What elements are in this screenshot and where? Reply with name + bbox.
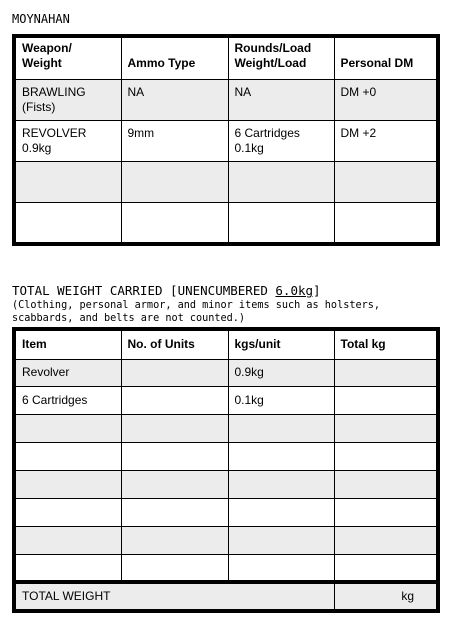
carried-cell bbox=[334, 526, 438, 554]
carried-cell bbox=[334, 415, 438, 443]
unencumbered-weight-value: 6.0kg bbox=[275, 283, 314, 298]
weapons-row bbox=[14, 162, 438, 203]
carried-row bbox=[14, 554, 438, 582]
carried-row bbox=[14, 526, 438, 554]
carried-cell bbox=[121, 415, 228, 443]
carried-header-row bbox=[14, 329, 438, 359]
weapons-cell bbox=[121, 162, 228, 203]
weapons-cell: REVOLVER 0.9kg bbox=[14, 120, 121, 161]
weapons-cell bbox=[14, 162, 121, 203]
weapons-row bbox=[14, 120, 438, 161]
weapons-cell: BRAWLING (Fists) bbox=[14, 79, 121, 120]
weapons-table bbox=[12, 34, 440, 246]
carried-header-cell: Item bbox=[14, 329, 121, 359]
carried-cell bbox=[121, 359, 228, 387]
carried-cell bbox=[14, 526, 121, 554]
carried-cell bbox=[121, 498, 228, 526]
carried-cell bbox=[121, 526, 228, 554]
weapons-cell bbox=[334, 162, 438, 203]
weapons-header-cell: Rounds/Load Weight/Load bbox=[228, 36, 334, 79]
carried-cell bbox=[121, 471, 228, 499]
carried-cell bbox=[14, 498, 121, 526]
carried-cell bbox=[14, 443, 121, 471]
carried-cell bbox=[334, 498, 438, 526]
weapons-cell: 6 Cartridges 0.1kg bbox=[228, 120, 334, 161]
carried-cell bbox=[228, 471, 334, 499]
weapons-cell: DM +0 bbox=[334, 79, 438, 120]
weapons-header-cell: Personal DM bbox=[334, 36, 438, 79]
carried-cell bbox=[14, 554, 121, 582]
weapons-cell bbox=[334, 203, 438, 244]
carried-cell bbox=[14, 471, 121, 499]
weapons-header-row bbox=[14, 36, 438, 79]
total-weight-heading-prefix: TOTAL WEIGHT CARRIED [UNENCUMBERED bbox=[12, 283, 276, 298]
carried-row bbox=[14, 387, 438, 415]
carried-cell: 0.1kg bbox=[228, 387, 334, 415]
character-name: MOYNAHAN bbox=[12, 12, 70, 26]
carried-cell bbox=[228, 443, 334, 471]
total-weight-note: (Clothing, personal armor, and minor items such as holsters, scabbards, and belts are not counted.) bbox=[12, 300, 381, 324]
carried-cell: Revolver bbox=[14, 359, 121, 387]
carried-cell bbox=[121, 554, 228, 582]
carried-cell bbox=[334, 554, 438, 582]
total-weight-heading-suffix: ] bbox=[313, 283, 321, 298]
carried-cell bbox=[14, 415, 121, 443]
weapons-cell: NA bbox=[121, 79, 228, 120]
carried-header-cell: kgs/unit bbox=[228, 329, 334, 359]
carried-items-table bbox=[12, 327, 440, 613]
weapons-header-cell: Weapon/ Weight bbox=[14, 36, 121, 79]
carried-cell bbox=[228, 526, 334, 554]
total-weight-heading bbox=[12, 283, 321, 298]
carried-cell bbox=[228, 554, 334, 582]
total-weight-unit: kg bbox=[334, 582, 438, 611]
total-weight-label: TOTAL WEIGHT bbox=[14, 582, 334, 611]
weapons-cell: DM +2 bbox=[334, 120, 438, 161]
weapons-cell bbox=[228, 203, 334, 244]
carried-row bbox=[14, 443, 438, 471]
weapons-row bbox=[14, 203, 438, 244]
carried-cell bbox=[121, 443, 228, 471]
carried-cell bbox=[334, 443, 438, 471]
carried-row bbox=[14, 498, 438, 526]
carried-cell bbox=[334, 387, 438, 415]
carried-cell: 0.9kg bbox=[228, 359, 334, 387]
carried-header-cell: No. of Units bbox=[121, 329, 228, 359]
carried-cell bbox=[121, 387, 228, 415]
carried-cell bbox=[228, 498, 334, 526]
weapons-cell: NA bbox=[228, 79, 334, 120]
total-weight-row bbox=[14, 582, 438, 611]
weapons-header-cell: Ammo Type bbox=[121, 36, 228, 79]
weapons-cell bbox=[228, 162, 334, 203]
carried-row bbox=[14, 359, 438, 387]
carried-cell bbox=[228, 415, 334, 443]
carried-row bbox=[14, 415, 438, 443]
weapons-cell bbox=[121, 203, 228, 244]
carried-cell: 6 Cartridges bbox=[14, 387, 121, 415]
carried-cell bbox=[334, 471, 438, 499]
weapons-cell bbox=[14, 203, 121, 244]
carried-header-cell: Total kg bbox=[334, 329, 438, 359]
weapons-row bbox=[14, 79, 438, 120]
weapons-cell: 9mm bbox=[121, 120, 228, 161]
carried-row bbox=[14, 471, 438, 499]
carried-cell bbox=[334, 359, 438, 387]
